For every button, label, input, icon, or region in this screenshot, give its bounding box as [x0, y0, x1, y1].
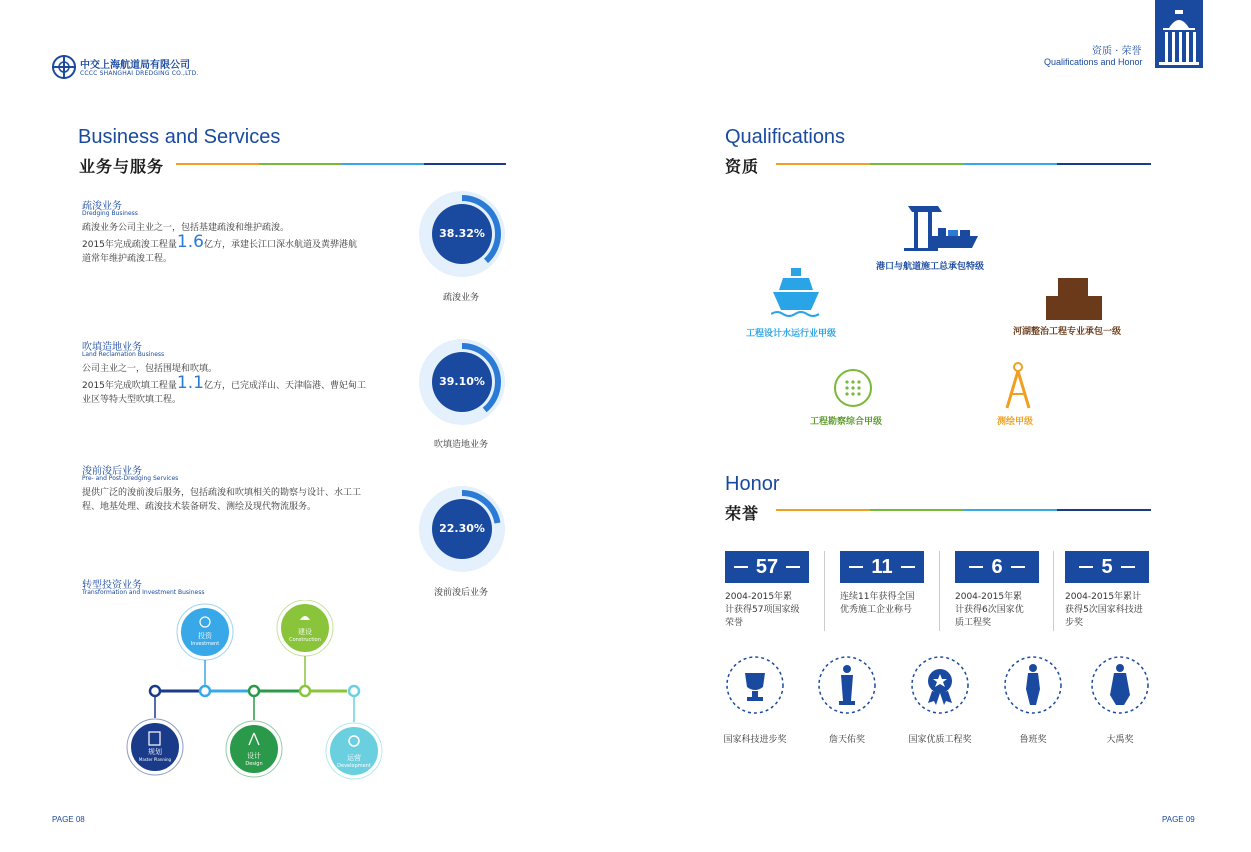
page-number-left: PAGE 08	[52, 815, 85, 824]
donut-prepost-label: 浚前浚后业务	[433, 588, 488, 598]
stat-desc: 连续11年获得全国 优秀施工企业称号	[840, 592, 915, 615]
donut-value: 39.10%	[439, 375, 485, 388]
stat-number: 11	[871, 555, 893, 578]
medal-icon	[910, 655, 970, 715]
stat-number: 5	[1101, 555, 1113, 578]
logo-icon	[51, 54, 77, 80]
port-crane-ship-icon	[898, 200, 980, 252]
reclamation-text: 公司主业之一，包括围堤和吹填。 2015年完成吹填工程量1.1亿方，已完成洋山、天津临港、曹妃甸工 业区等特大型吹填工程。	[82, 364, 366, 405]
stat-divider	[939, 551, 940, 631]
company-name-zh: 中交上海航道局有限公司	[80, 60, 190, 71]
donut-dredging	[418, 190, 506, 278]
reclamation-title: 吹填造地业务	[82, 342, 142, 353]
business-title-en: Business and Services	[78, 126, 281, 148]
stat-6	[955, 551, 1043, 630]
building-logo-icon	[1155, 0, 1203, 68]
stat-11	[840, 551, 928, 617]
compass-icon	[1004, 362, 1032, 410]
business-title-zh: 业务与服务	[79, 157, 165, 176]
award-label: 大禹奖	[1106, 735, 1134, 745]
dredging-title: 疏浚业务	[82, 201, 122, 212]
dredging-subtitle: Dredging Business	[82, 210, 138, 217]
stat-desc: 2004-2015年累计 获得5次国家科技进 步奖	[1065, 592, 1143, 628]
qualifications-title-zh: 资质	[725, 157, 760, 176]
donut-reclamation	[418, 338, 506, 426]
award-label: 詹天佑奖	[828, 735, 865, 745]
award-label: 鲁班奖	[1019, 735, 1047, 745]
stat-desc: 2004-2015年累 计获得57项国家级 荣誉	[725, 592, 800, 628]
donut-prepost	[418, 485, 506, 573]
node-design: 设计 Design	[245, 752, 263, 767]
qualifications-title-en: Qualifications	[725, 126, 846, 148]
node-investment: 投资 Investment	[190, 632, 220, 647]
honor-title-zh: 荣誉	[725, 504, 760, 523]
pre-post-text: 提供广泛的浚前浚后服务，包括疏浚和吹填相关的勘察与设计、水工工 程、地基处理、疏浚技术装备研发、测绘及现代物流服务。	[82, 488, 362, 512]
dredging-text: 疏浚业务公司主业之一，包括基建疏浚和维护疏浚。 2015年完成疏浚工程量1.6亿方，承建长江口深水航道及黄骅港航 道常年维护疏浚工程。	[82, 223, 357, 264]
company-name-en: CCCC SHANGHAI DREDGING CO.,LTD.	[80, 70, 199, 77]
qual-mapping-label: 测绘甲级	[997, 417, 1034, 427]
sculpture-icon	[1090, 655, 1150, 715]
stat-57	[725, 551, 813, 630]
award-label: 国家优质工程奖	[908, 735, 972, 745]
header-right-en: Qualifications and Honor	[1044, 57, 1143, 67]
reclamation-subtitle: Land Reclamation Business	[82, 351, 165, 358]
node-development: 运营 Development	[337, 754, 371, 769]
donut-dredging-label: 疏浚业务	[442, 293, 479, 303]
honor-title-en: Honor	[725, 473, 780, 495]
donut-value: 38.32%	[439, 227, 485, 240]
award-label: 国家科技进步奖	[723, 735, 787, 745]
qual-river-label: 河湖整治工程专业承包一级	[1013, 327, 1122, 337]
stat-5	[1065, 551, 1153, 630]
building-blocks-icon	[1044, 278, 1104, 320]
stat-divider	[824, 551, 825, 631]
qual-survey-label: 工程勘察综合甲级	[810, 417, 883, 427]
stat-divider	[1053, 551, 1054, 631]
stat-number: 6	[991, 555, 1003, 578]
qualifications-divider	[776, 163, 1151, 165]
header-right-zh: 资质 · 荣誉	[1092, 46, 1142, 57]
transform-subtitle: Transformation and Investment Business	[82, 589, 205, 596]
pre-post-title: 浚前浚后业务	[82, 466, 142, 477]
transform-diagram	[125, 600, 390, 785]
company-logo	[51, 54, 77, 80]
honor-divider	[776, 509, 1151, 511]
ship-icon	[771, 266, 821, 320]
node-construction: 建设 Construction	[289, 628, 321, 643]
stat-number: 57	[755, 555, 779, 578]
statue-icon	[817, 655, 877, 715]
donut-reclamation-label: 吹填造地业务	[433, 440, 488, 450]
trophy-icon	[725, 655, 785, 715]
node-planning: 规划 Master Planning	[138, 748, 172, 762]
survey-grid-icon	[833, 368, 873, 408]
figure-icon	[1003, 655, 1063, 715]
stat-desc: 2004-2015年累 计获得6次国家优 质工程奖	[955, 592, 1024, 628]
qual-port-label: 港口与航道施工总承包特级	[876, 262, 985, 272]
qual-ship-label: 工程设计水运行业甲级	[746, 329, 837, 339]
pre-post-subtitle: Pre- and Post-Dredging Services	[82, 475, 179, 482]
business-divider	[176, 163, 506, 165]
transform-title: 转型投资业务	[82, 580, 142, 591]
page-number-right: PAGE 09	[1162, 815, 1195, 824]
donut-value: 22.30%	[439, 522, 485, 535]
